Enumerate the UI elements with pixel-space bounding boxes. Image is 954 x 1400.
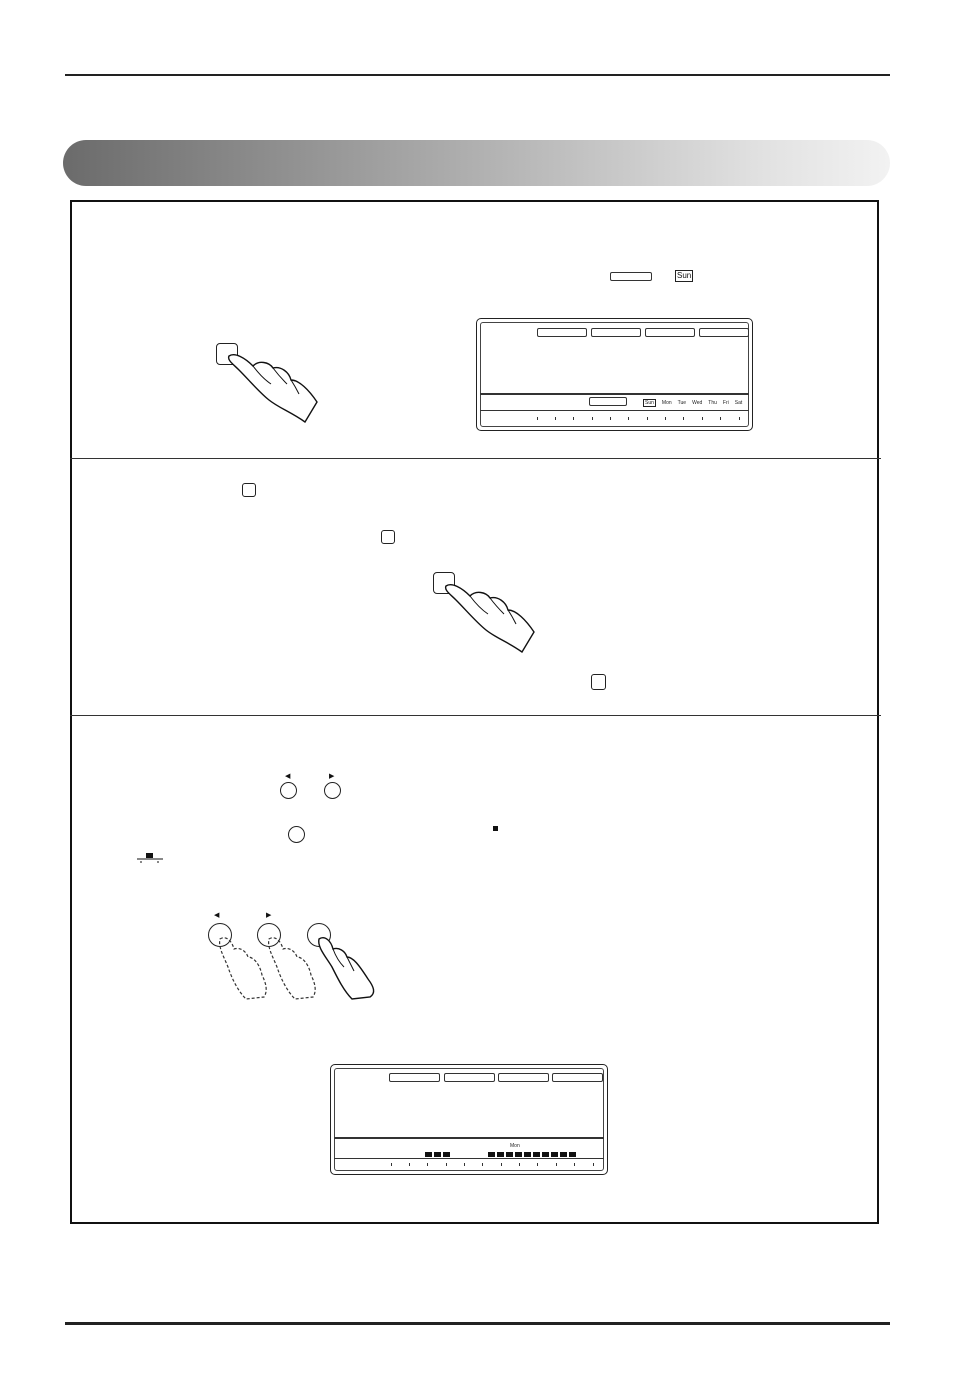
left-arrow-icon: ◀ (214, 912, 220, 919)
section-banner (63, 140, 890, 186)
day-list: Sun Mon Tue Wed Thu Fri Sat (645, 400, 743, 406)
step-divider-2 (70, 715, 881, 716)
time-bar-icon (137, 853, 163, 865)
time-block-icon (493, 826, 498, 831)
legend-day-icon: Sun (677, 271, 692, 280)
day-label: Mon (510, 1143, 520, 1149)
right-arrow-icon: ▶ (266, 912, 272, 919)
legend-pill-icon (610, 272, 652, 281)
header-rule (65, 74, 890, 76)
step-divider-1 (70, 458, 881, 459)
inline-set-button-icon (288, 826, 305, 843)
inline-button-icon (591, 674, 606, 690)
pressing-hands-icon (218, 935, 388, 1007)
footer-rule (65, 1322, 890, 1325)
inline-right-button-icon (324, 782, 341, 799)
left-arrow-icon: ◀ (285, 773, 291, 780)
pressing-hand-icon (442, 580, 542, 655)
inline-left-button-icon (280, 782, 297, 799)
lcd-display-daily (330, 1064, 608, 1175)
lcd-display-weekly (476, 318, 753, 431)
inline-button-icon (381, 530, 395, 544)
right-arrow-icon: ▶ (329, 773, 335, 780)
pressing-hand-icon (225, 350, 325, 425)
inline-button-icon (242, 483, 256, 497)
